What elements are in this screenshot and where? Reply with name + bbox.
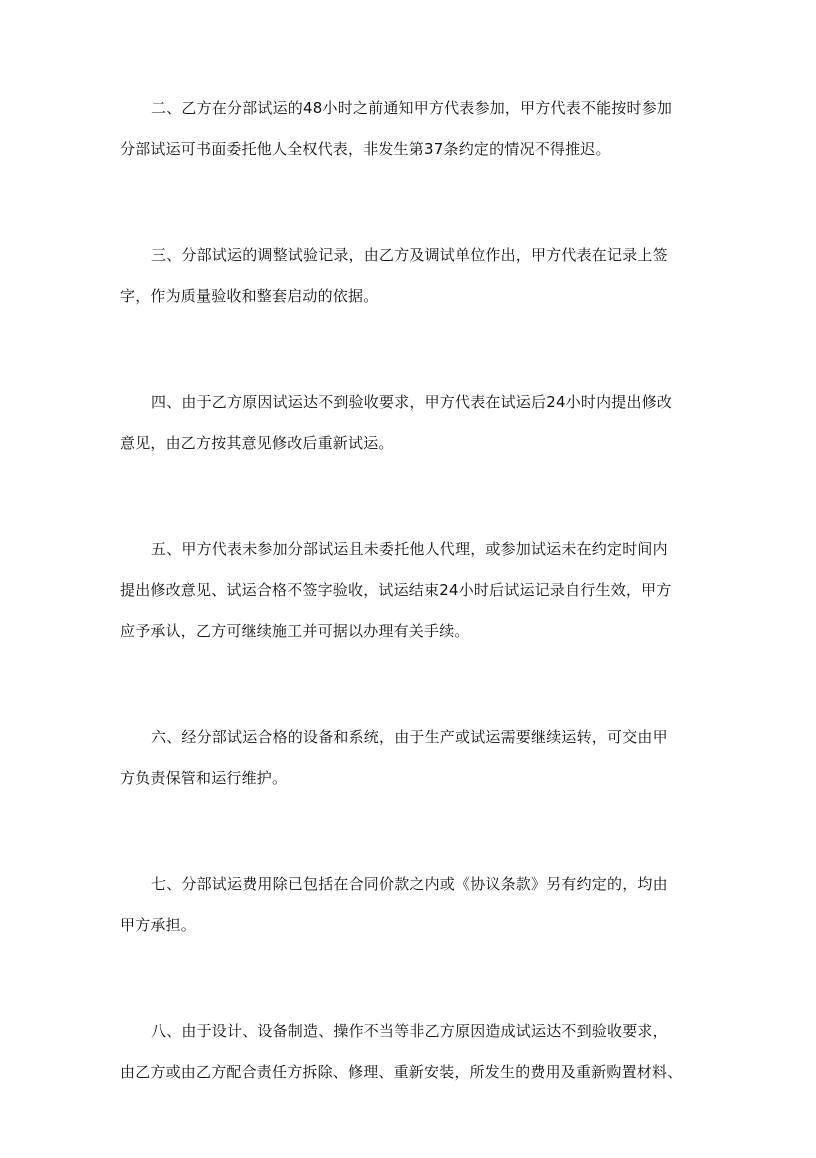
paragraph-line: 提出修改意见、试运合格不签字验收，试运结束24小时后试运记录自行生效，甲方 (120, 581, 672, 599)
paragraph-line: 应予承认，乙方可继续施工并可据以办理有关手续。 (120, 622, 470, 640)
paragraph-5 (120, 529, 697, 652)
paragraph-line: 七、分部试运费用除已包括在合同价款之内或《协议条款》另有约定的，均由 (151, 875, 668, 893)
paragraph-2 (120, 88, 697, 170)
paragraph-line: 四、由于乙方原因试运达不到验收要求，甲方代表在试运后24小时内提出修改 (151, 393, 673, 411)
paragraph-line: 字，作为质量验收和整套启动的依据。 (120, 287, 379, 305)
paragraph-8 (120, 1011, 697, 1093)
paragraph-3 (120, 235, 697, 317)
paragraph-line: 意见，由乙方按其意见修改后重新试运。 (120, 434, 394, 452)
document-body (120, 88, 697, 1158)
paragraph-4 (120, 382, 697, 464)
paragraph-line: 甲方承担。 (120, 916, 197, 934)
paragraph-line: 八、由于设计、设备制造、操作不当等非乙方原因造成试运达不到验收要求， (151, 1022, 668, 1040)
paragraph-line: 五、甲方代表未参加分部试运且未委托他人代理，或参加试运未在约定时间内 (151, 540, 668, 558)
paragraph-line: 由乙方或由乙方配合责任方拆除、修理、重新安装，所发生的费用及重新购置材料、 (120, 1063, 683, 1081)
paragraph-line: 六、经分部试运合格的设备和系统，由于生产或试运需要继续运转，可交由甲 (151, 728, 668, 746)
paragraph-line: 二、乙方在分部试运的48小时之前通知甲方代表参加，甲方代表不能按时参加 (151, 99, 673, 117)
paragraph-line: 方负责保管和运行维护。 (120, 769, 288, 787)
paragraph-7 (120, 864, 697, 946)
paragraph-line: 分部试运可书面委托他人全权代表，非发生第37条约定的情况不得推迟。 (120, 140, 611, 158)
paragraph-line: 三、分部试运的调整试验记录，由乙方及调试单位作出，甲方代表在记录上签 (151, 246, 668, 264)
paragraph-6 (120, 717, 697, 799)
